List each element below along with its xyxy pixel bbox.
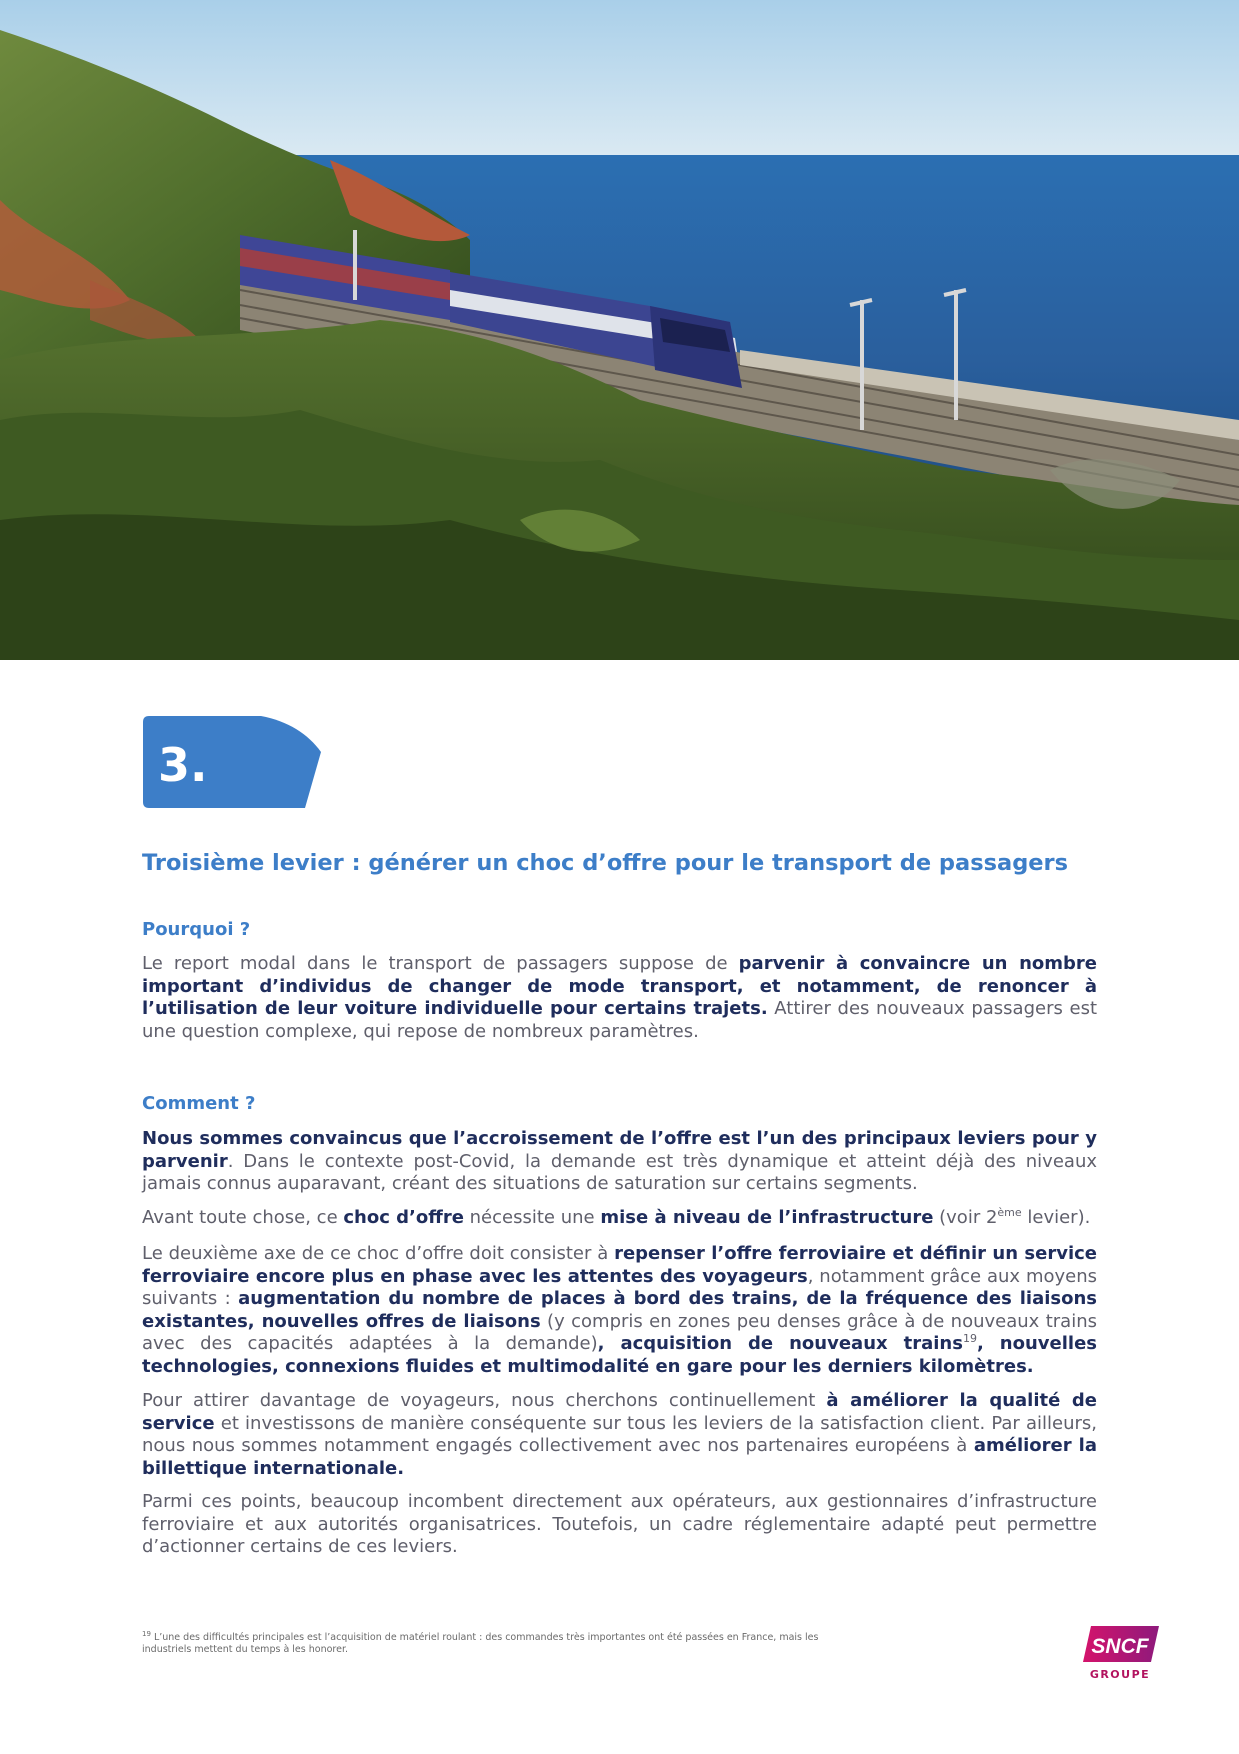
subheading-comment: Comment ? [142,1093,256,1114]
footnote-ref[interactable]: 19 [962,1332,977,1345]
section-number: 3. [158,738,208,792]
paragraph-regulation: Parmi ces points, beaucoup incombent directement aux opérateurs, aux gestionnaires d’infrastructure ferroviaire et aux autorités organisatrices. Toutefois, un cadre réglementaire adapté peut permettre d’actionner certains de ces leviers. [142,1491,1097,1557]
paragraph-infrastructure: Avant toute chose, ce choc d’offre nécessite une mise à niveau de l’infrastructure (voir 2ème levier). [142,1206,1091,1228]
logo-groupe-label: GROUPE [1089,1668,1151,1681]
page-title: Troisième levier : générer un choc d’offre pour le transport de passagers [142,850,1069,876]
footnote: $^{19}$ L’une des difficultés principales est l’acquisition de matériel roulant : des commandes très importantes ont été passées en France, mais les industriels mettent du temps à les honorer. [142,1630,819,1656]
subheading-pourquoi: Pourquoi ? [142,919,251,940]
paragraph-offer-growth: Nous sommes convaincus que l’accroissement de l’offre est l’un des principaux leviers pour y parvenir. Dans le contexte post-Covid, la demande est très dynamique et atteint déjà des niveaux jamais connus auparavant, créant des situations de saturation sur certains segments. [142,1128,1097,1194]
paragraph-pourquoi: Le report modal dans le transport de passagers suppose de parvenir à convaincre un nombre important d’individus de changer de mode transport, et notamment, de renoncer à l’utilisation de leur voiture individuelle pour certains trajets. Attirer des nouveaux passagers est une question complexe, qui repose de nombreux paramètres. [142,953,1098,1042]
hero-photo [0,0,1239,660]
sncf-wordmark: SNCF [1091,1635,1149,1658]
paragraph-second-axis: Le deuxième axe de ce choc d’offre doit consister à repenser l’offre ferroviaire et définir un service ferroviaire encore plus en phase avec les attentes des voyageurs, notamment grâce aux moyens suivants : augmentation du nombre de places à bord des trains, de la fréquence des liaisons existantes, nouvelles offres de liaisons (y compris en zones peu denses grâce à de nouveaux trains avec des capacités adaptées à la demande), acquisition de nouveaux trains$^{19}$, nouvelles technologies, connexions fluides et multimodalité en gare pour les derniers kilomètres. [142,1243,1097,1377]
paragraph-service-quality: Pour attirer davantage de voyageurs, nous cherchons continuellement à améliorer la qualité de service et investissons de manière conséquente sur tous les leviers de la satisfaction client. Par ailleurs, nous nous sommes notamment engagés collectivement avec nos partenaires européens à améliorer la billettique internationale. [142,1390,1097,1479]
